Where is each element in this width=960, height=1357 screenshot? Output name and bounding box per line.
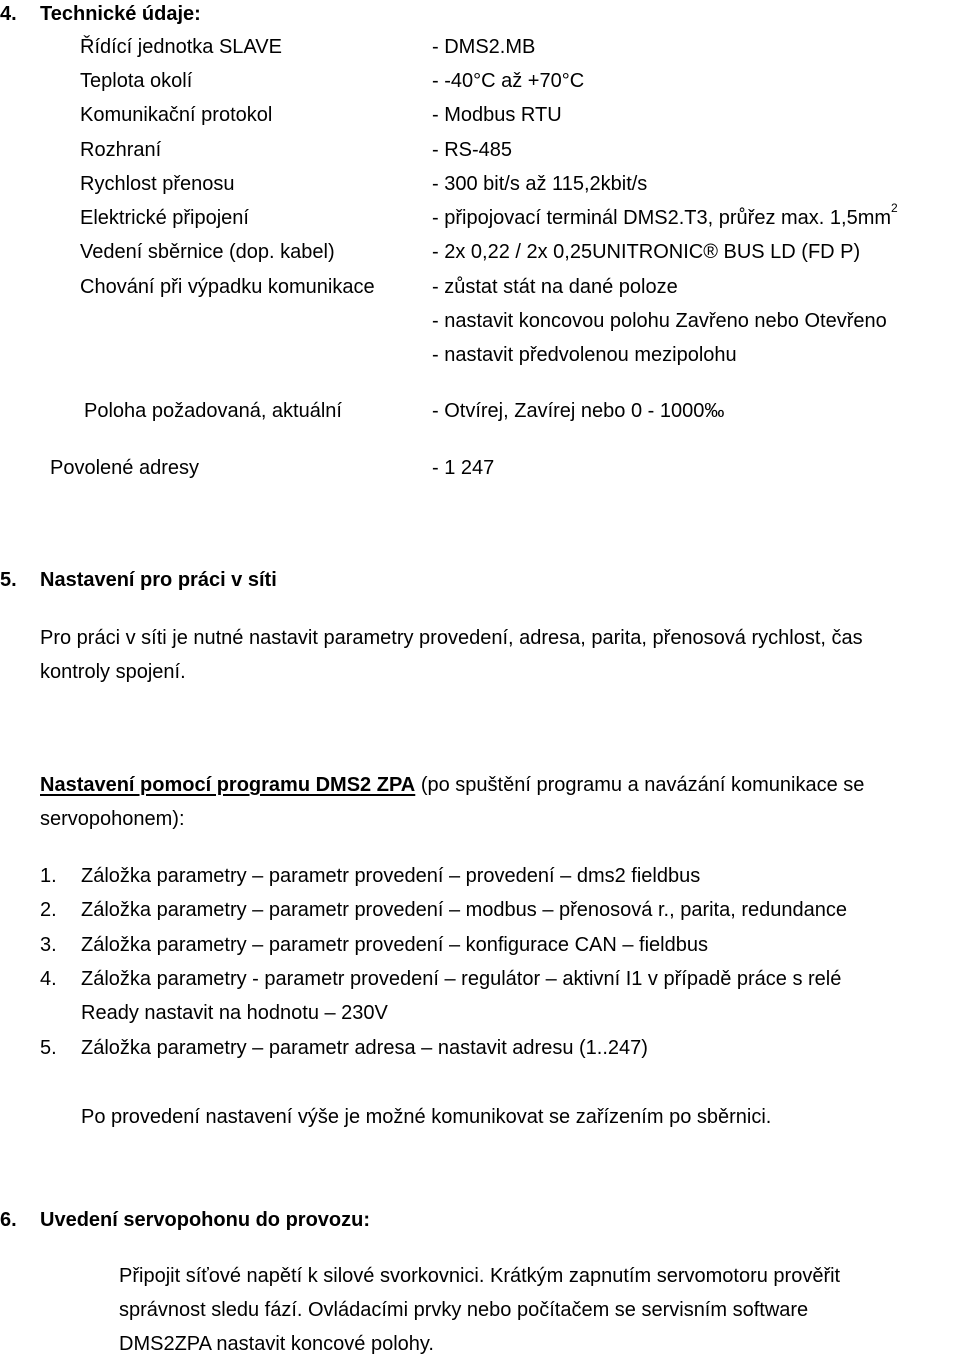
step-text: Záložka parametry – parametr provedení – konfigurace CAN – fieldbus [81, 934, 708, 956]
spec-label: Povolené adresy [50, 457, 199, 479]
step-text: Záložka parametry - parametr provedení – regulátor – aktivní I1 v případě práce s relé [81, 968, 842, 990]
section6-para-line2: správnost sledu fází. Ovládacími prvky nebo počítačem se servisním software [119, 1299, 809, 1321]
spec-value: - 1 247 [432, 457, 495, 479]
spec-label: Řídící jednotka SLAVE [80, 36, 282, 58]
section4-title: Technické údaje: [40, 3, 201, 25]
section4-number: 4. [0, 3, 17, 25]
spec-value: - 300 bit/s až 115,2kbit/s [432, 173, 648, 195]
spec-value: - Modbus RTU [432, 104, 562, 126]
superscript: 2 [891, 201, 898, 215]
step-text: Záložka parametry – parametr provedení – provedení – dms2 fieldbus [81, 865, 701, 887]
section6-para-line1: Připojit síťové napětí k silové svorkovnici. Krátkým zapnutím servomotoru prověřit [119, 1265, 841, 1287]
spec-value: - nastavit koncovou polohu Zavřeno nebo Otevřeno [432, 310, 887, 332]
spec-value: - RS-485 [432, 139, 513, 161]
section6-title: Uvedení servopohonu do provozu: [40, 1209, 371, 1231]
program-heading-rest: (po spuštění programu a navázání komunikace se [415, 774, 865, 796]
spec-label: Vedení sběrnice (dop. kabel) [80, 241, 335, 263]
section6-para-line3: DMS2ZPA nastavit koncové polohy. [119, 1333, 434, 1355]
spec-value: - DMS2.MB [432, 36, 536, 58]
step-number: 4. [40, 968, 57, 990]
step-number: 3. [40, 934, 57, 956]
section5-number: 5. [0, 569, 17, 591]
section6-number: 6. [0, 1209, 17, 1231]
step-number: 2. [40, 899, 57, 921]
step-number: 5. [40, 1037, 57, 1059]
step-text: Záložka parametry – parametr adresa – nastavit adresu (1..247) [81, 1037, 648, 1059]
spec-value: - -40°C až +70°C [432, 70, 585, 92]
program-heading-line2: servopohonem): [40, 808, 185, 830]
section5-title: Nastavení pro práci v síti [40, 569, 277, 591]
spec-label: Rozhraní [80, 139, 162, 161]
step-text: Záložka parametry – parametr provedení – modbus – přenosová r., parita, redundance [81, 899, 847, 921]
step-number: 1. [40, 865, 57, 887]
section5-intro-line2: kontroly spojení. [40, 661, 186, 683]
spec-label: Rychlost přenosu [80, 173, 235, 195]
spec-label: Chování při výpadku komunikace [80, 276, 375, 298]
step-text: Ready nastavit na hodnotu – 230V [81, 1002, 388, 1024]
spec-value: - 2x 0,22 / 2x 0,25UNITRONIC® BUS LD (FD P) [432, 241, 861, 263]
spec-value: - Otvírej, Zavírej nebo 0 - 1000‰ [432, 400, 725, 422]
spec-value-text: - připojovací terminál DMS2.T3, průřez max. 1,5mm [432, 207, 892, 229]
program-heading [40, 775, 864, 795]
spec-value: - zůstat stát na dané poloze [432, 276, 678, 298]
spec-label: Komunikační protokol [80, 104, 273, 126]
program-heading-bold: Nastavení pomocí programu DMS2 ZPA [40, 774, 416, 796]
spec-label: Teplota okolí [80, 70, 193, 92]
spec-value [432, 201, 898, 229]
spec-label: Elektrické připojení [80, 207, 249, 229]
closing-sentence: Po provedení nastavení výše je možné komunikovat se zařízením po sběrnici. [81, 1106, 772, 1128]
section5-intro-line1: Pro práci v síti je nutné nastavit parametry provedení, adresa, parita, přenosová rychlost, čas [40, 627, 863, 649]
spec-value: - nastavit předvolenou mezipolohu [432, 344, 737, 366]
spec-label: Poloha požadovaná, aktuální [84, 400, 342, 422]
